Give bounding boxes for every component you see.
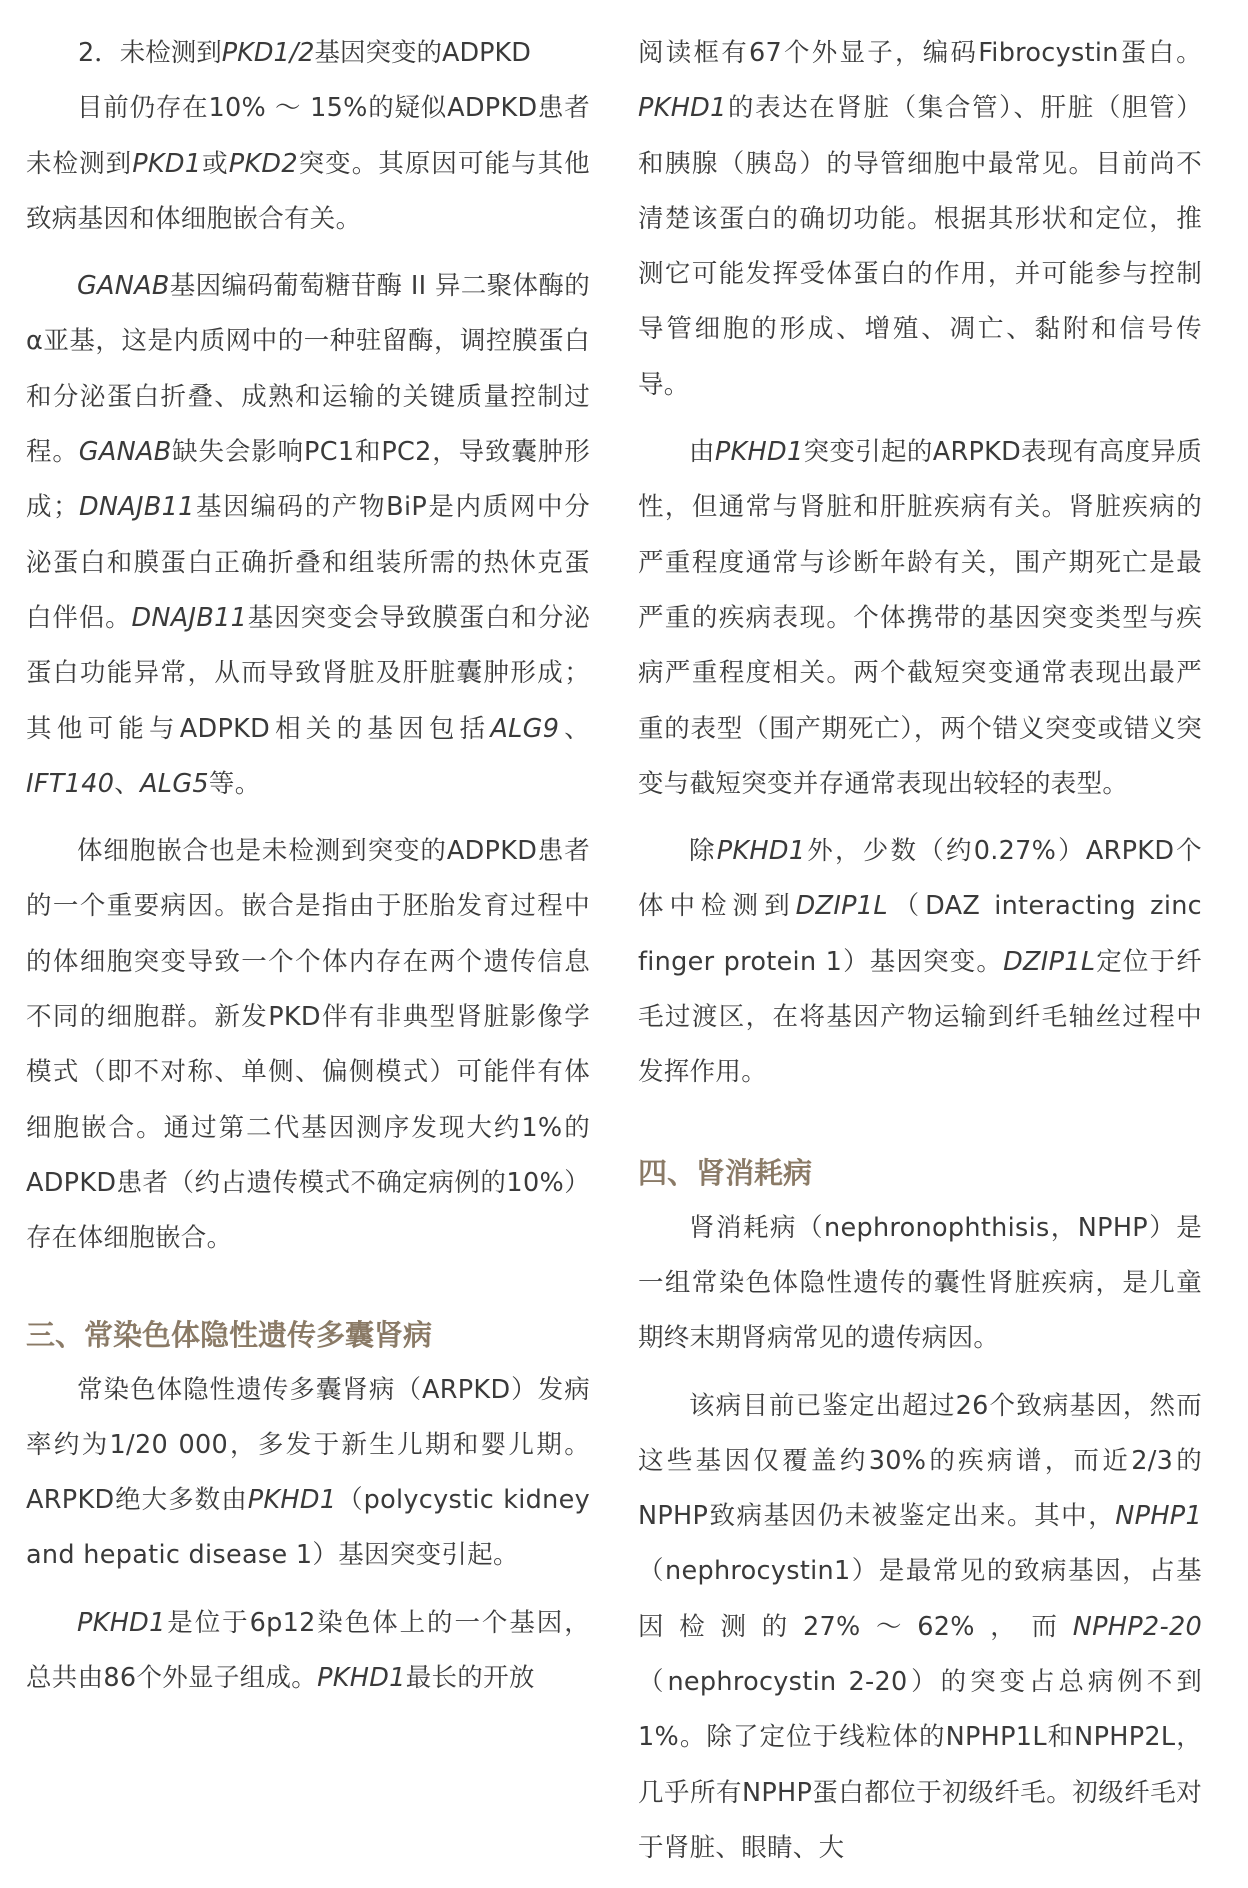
paragraph-arpkd-intro: 常染色体隐性遗传多囊肾病（ARPKD）发病率约为1/20 000，多发于新生儿期和婴儿期。ARPKD绝大多数由PKHD1（polycystic kidney and hepatic disease 1）基因突变引起。 [26,1374,590,1571]
paragraph-arpkd-heterogeneity: 由PKHD1突变引起的ARPKD表现有高度异质性，但通常与肾脏和肝脏疾病有关。肾脏疾病的严重程度通常与诊断年龄有关，围产期死亡是最严重的疾病表现。个体携带的基因突变类型与疾病严重程度相关。两个截短突变通常表现出最严重的表型（围产期死亡），两个错义突变或错义突变与截短突变并存通常表现出较轻的表型。 [638,437,1202,799]
left-column [26,26,590,1718]
section-heading-nphp: 四、肾消耗病 [638,1155,813,1190]
paragraph-fibrocystin: 阅读框有67个外显子，编码Fibrocystin蛋白。PKHD1的表达在肾脏（集合管）、肝脏（胆管）和胰腺（胰岛）的导管细胞中最常见。目前尚不清楚该蛋白的确切功能。根据其形状和定位，推测它可能发挥受体蛋白的作用，并可能参与控制导管细胞的形成、增殖、凋亡、黏附和信号传导。 [638,38,1202,400]
paragraph-pkhd1-gene: PKHD1是位于6p12染色体上的一个基因，总共由86个外显子组成。PKHD1最长的开放 [26,1607,590,1694]
paragraph-nphp-intro: 肾消耗病（nephronophthisis，NPHP）是一组常染色体隐性遗传的囊性肾脏疾病，是儿童期终末期肾病常见的遗传病因。 [638,1212,1202,1354]
subheading-undetected-mutation: 2．未检测到PKD1/2基因突变的ADPKD [78,38,531,68]
paragraph-nphp-genes: 该病目前已鉴定出超过26个致病基因，然而这些基因仅覆盖约30%的疾病谱，而近2/3的NPHP致病基因仍未被鉴定出来。其中，NPHP1（nephrocystin1）是最常见的致病基因，占基因检测的27%～62%，而NPHP2-20（nephrocystin 2-20）的突变占总病例不到1%。除了定位于线粒体的NPHP1L和NPHP2L，几乎所有NPHP蛋白都位于初级纤毛。初级纤毛对于肾脏、眼睛、大 [638,1390,1202,1863]
paragraph-somatic-mosaicism: 体细胞嵌合也是未检测到突变的ADPKD患者的一个重要病因。嵌合是指由于胚胎发育过程中的体细胞突变导致一个个体内存在两个遗传信息不同的细胞群。新发PKD伴有非典型肾脏影像学模式（即不对称、单侧、偏侧模式）可能伴有体细胞嵌合。通过第二代基因测序发现大约1%的ADPKD患者（约占遗传模式不确定病例的10%）存在体细胞嵌合。 [26,836,590,1254]
paragraph-ganab-dnajb11: GANAB基因编码葡萄糖苷酶 II 异二聚体酶的α亚基，这是内质网中的一种驻留酶，调控膜蛋白和分泌蛋白折叠、成熟和运输的关键质量控制过程。GANAB缺失会影响PC1和PC2，导致囊肿形成；DNAJB11基因编码的产物BiP是内质网中分泌蛋白和膜蛋白正确折叠和组装所需的热休克蛋白伴侣。DNAJB11基因突变会导致膜蛋白和分泌蛋白功能异常，从而导致肾脏及肝脏囊肿形成；其他可能与ADPKD相关的基因包括ALG9、IFT140、ALG5等。 [26,271,591,799]
right-column [638,26,1202,1888]
section-heading-arpkd: 三、常染色体隐性遗传多囊肾病 [26,1317,433,1352]
paragraph-dzip1l: 除PKHD1外，少数（约0.27%）ARPKD个体中检测到DZIP1L（DAZ interacting zinc finger protein 1）基因突变。DZIP1L定位于纤毛过渡区，在将基因产物运输到纤毛轴丝过程中发挥作用。 [638,836,1203,1088]
paragraph-undetected-rate: 目前仍存在10% ～ 15%的疑似ADPKD患者未检测到PKD1或PKD2突变。其原因可能与其他致病基因和体细胞嵌合有关。 [26,93,590,234]
